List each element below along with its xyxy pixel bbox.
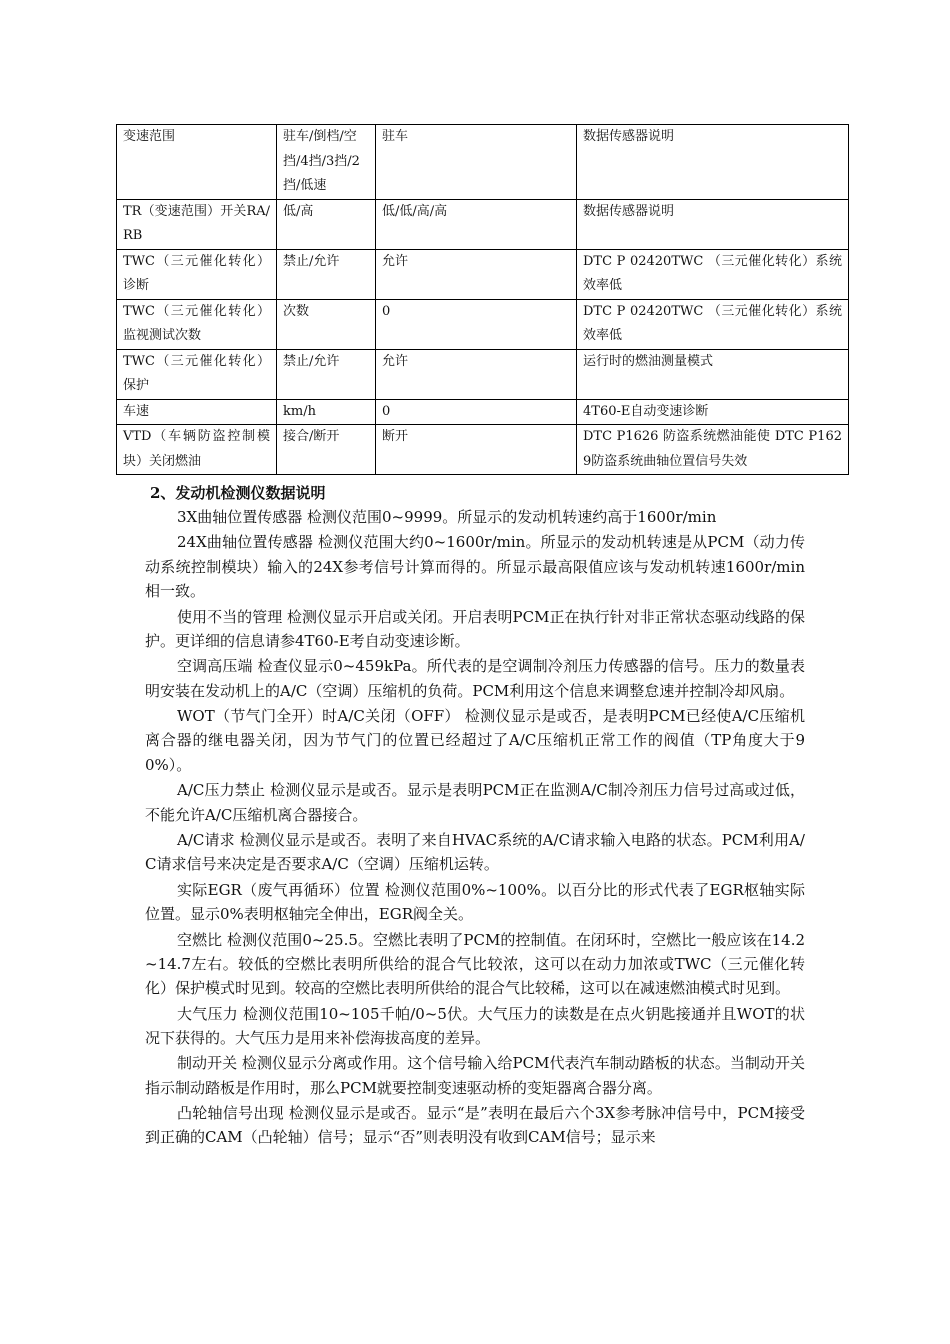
table-cell-range: 禁止/允许 [277,349,376,399]
paragraph: 空调高压端 检查仪显示0~459kPa。所代表的是空调制冷剂压力传感器的信号。压力的数量表明安装在发动机上的A/C（空调）压缩机的负荷。PCM利用这个信息来调整怠速并控制冷却风扇。 [145,657,805,700]
paragraph: A/C请求 检测仪显示是或否。表明了来自HVAC系统的A/C请求输入电路的状态。PCM利用A/C请求信号来决定是否要求A/C（空调）压缩机运转。 [145,830,805,874]
paragraph: 空燃比 检测仪范围0~25.5。空燃比表明了PCM的控制值。在闭环时，空燃比一般应该在14.2~14.7左右。较低的空燃比表明所供给的混合气比较浓，这可以在动力加浓或TWC（三元催化转化）保护模式时见到。较高的空燃比表明所供给的混合气比较稀，这可以在减速燃油模式时见到。 [145,930,805,998]
paragraph: 凸轮轴信号出现 检测仪显示是或否。显示“是”表明在最后六个3X参考脉冲信号中，PCM接受到正确的CAM（凸轮轴）信号；显示“否”则表明没有收到CAM信号；显示来 [145,1104,805,1147]
table-cell-typical: 低/低/高/高 [376,199,577,249]
section-body [145,505,805,1150]
table-row [117,249,849,299]
table-cell-range: 驻车/倒档/空挡/4挡/3挡/2挡/低速 [277,125,376,200]
table-cell-typical: 允许 [376,249,577,299]
paragraph: 实际EGR（废气再循环）位置 检测仪范围0%~100%。以百分比的形式代表了EGR枢轴实际位置。显示0%表明枢轴完全伸出，EGR阀全关。 [145,880,805,924]
paragraph: 3X曲轴位置传感器 检测仪范围0~9999。所显示的发动机转速约高于1600r/min [177,508,717,526]
table-cell-parameter: VTD（车辆防盗控制模块）关闭燃油 [117,425,277,475]
table-cell-typical: 允许 [376,349,577,399]
paragraph: A/C压力禁止 检测仪显示是或否。显示是表明PCM正在监测A/C制冷剂压力信号过高或过低，不能允许A/C压缩机离合器接合。 [145,781,805,824]
table-cell-reference: DTC P 02420TWC （三元催化转化）系统效率低 [577,249,849,299]
paragraph: 制动开关 检测仪显示分离或作用。这个信号输入给PCM代表汽车制动踏板的状态。当制动开关指示制动踏板是作用时，那么PCM就要控制变速驱动桥的变矩器离合器分离。 [145,1054,805,1097]
table-cell-parameter: 车速 [117,399,277,425]
table-cell-parameter: TWC（三元催化转化）诊断 [117,249,277,299]
table-cell-typical: 0 [376,299,577,349]
table-cell-parameter: 变速范围 [117,125,277,200]
table-cell-reference: 4T60-E自动变速诊断 [577,399,849,425]
table-row [117,425,849,475]
table-cell-parameter: TWC（三元催化转化）监视测试次数 [117,299,277,349]
table-row [117,299,849,349]
table-row [117,199,849,249]
table-cell-typical: 0 [376,399,577,425]
paragraph: WOT（节气门全开）时A/C关闭（OFF） 检测仪显示是或否，是表明PCM已经使A/C压缩机离合器的继电器关闭，因为节气门的位置已经超过了A/C压缩机正常工作的阀值（TP角度大于90%）。 [145,707,805,774]
table-cell-parameter: TR（变速范围）开关RA/RB [117,199,277,249]
table-cell-range: 禁止/允许 [277,249,376,299]
sensor-data-table [116,124,849,475]
table-row [117,399,849,425]
table-cell-range: 接合/断开 [277,425,376,475]
table-cell-range: 次数 [277,299,376,349]
table-row [117,349,849,399]
table-cell-reference: 数据传感器说明 [577,199,849,249]
table-cell-reference: DTC P1626 防盗系统燃油能使 DTC P1629防盗系统曲轴位置信号失效 [577,425,849,475]
table-cell-reference: 数据传感器说明 [577,125,849,200]
table-cell-reference: 运行时的燃油测量模式 [577,349,849,399]
table-cell-range: 低/高 [277,199,376,249]
paragraph: 使用不当的管理 检测仪显示开启或关闭。开启表明PCM正在执行针对非正常状态驱动线路的保护。更详细的信息请参4T60-E考自动变速诊断。 [145,607,805,650]
section-heading: 2、发动机检测仪数据说明 [150,484,326,502]
paragraph: 大气压力 检测仪范围10~105千帕/0~5伏。大气压力的读数是在点火钥匙接通并且WOT的状况下获得的。大气压力是用来补偿海拔高度的差异。 [145,1004,805,1047]
table-row [117,125,849,200]
table-cell-typical: 驻车 [376,125,577,200]
table-cell-reference: DTC P 02420TWC （三元催化转化）系统效率低 [577,299,849,349]
table-cell-typical: 断开 [376,425,577,475]
table-cell-range: km/h [277,399,376,425]
table-cell-parameter: TWC（三元催化转化）保护 [117,349,277,399]
paragraph: 24X曲轴位置传感器 检测仪范围大约0~1600r/min。所显示的发动机转速是从PCM（动力传动系统控制模块）输入的24X参考信号计算而得的。所显示最高限值应该与发动机转速1600r/min相一致。 [145,533,805,601]
